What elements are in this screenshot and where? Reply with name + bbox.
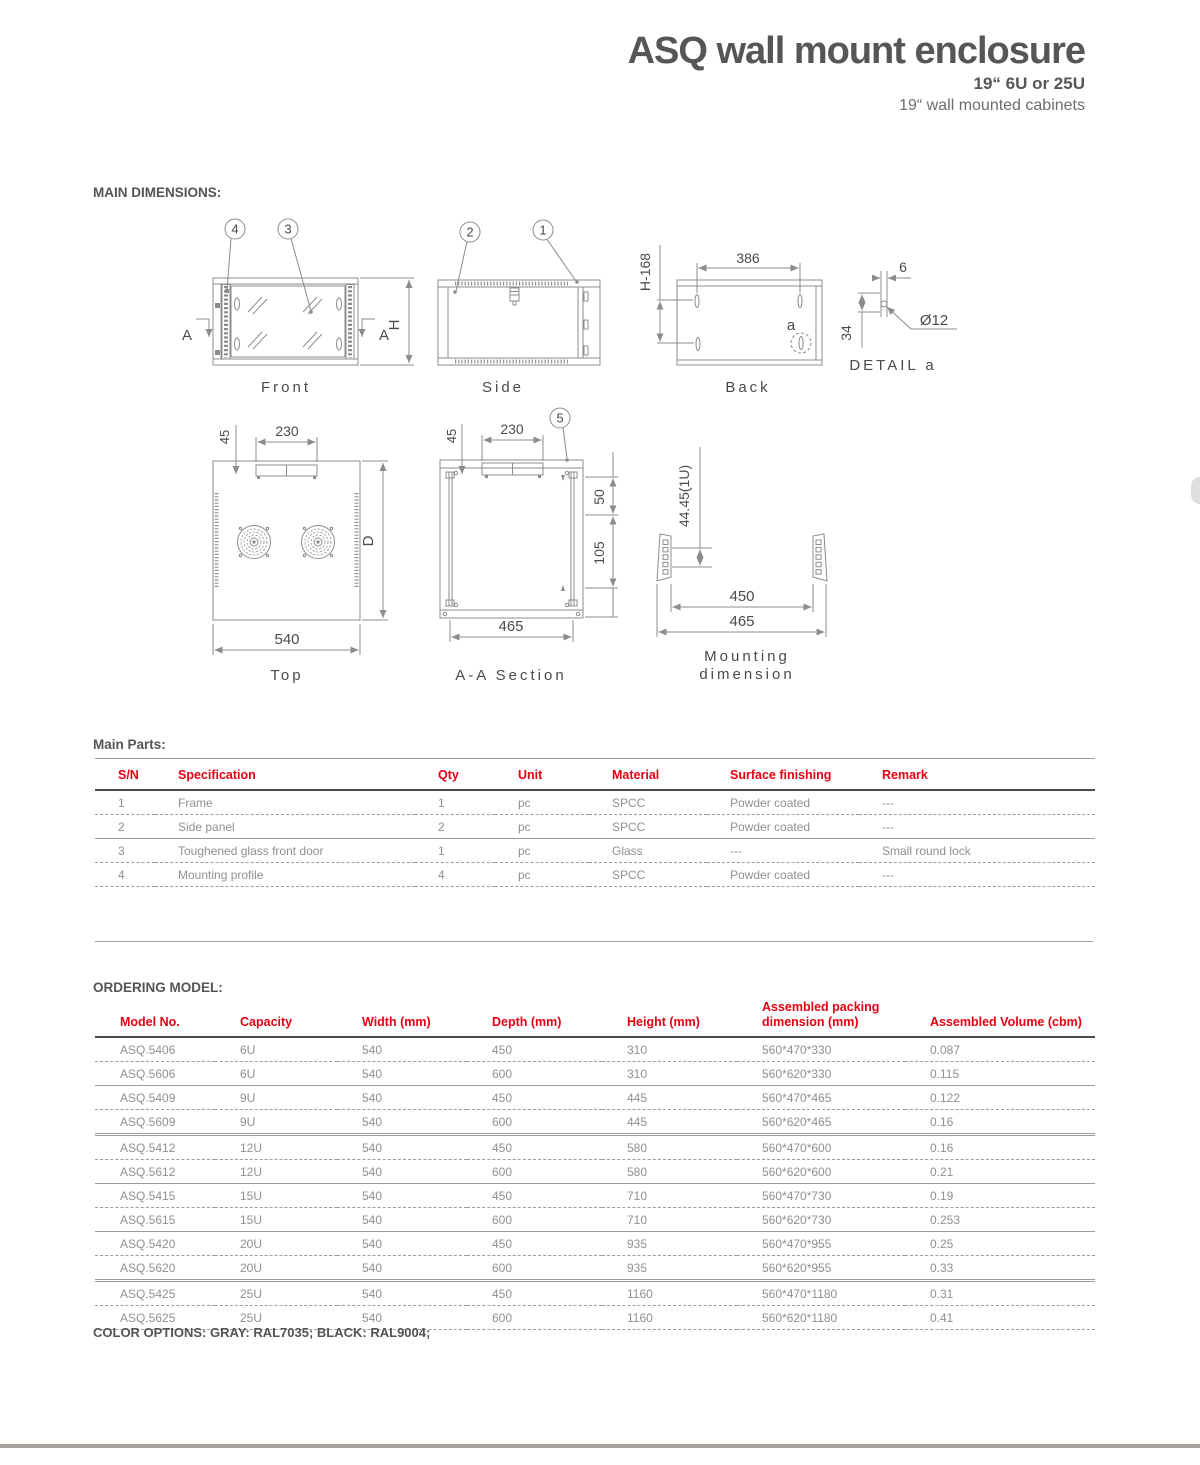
table-cell: 0.33: [905, 1256, 1095, 1281]
table-cell: 560*620*730: [737, 1208, 905, 1232]
dim-540-text: 540: [274, 631, 300, 648]
table-cell: 450: [467, 1184, 602, 1208]
table-cell: 20U: [215, 1256, 337, 1281]
table-cell: ASQ.5615: [95, 1208, 215, 1232]
table-cell: 450: [467, 1086, 602, 1110]
table-cell: Powder coated: [707, 815, 859, 839]
column-header: S/N: [118, 768, 139, 782]
table-cell: SPCC: [589, 863, 707, 887]
table-cell: 600: [467, 1208, 602, 1232]
back-view-label: Back: [725, 379, 771, 396]
column-header: Assembled packing dimension (mm): [762, 1000, 880, 1029]
balloon-2: [453, 222, 480, 294]
table-cell: SPCC: [589, 815, 707, 839]
table-cell: 6U: [215, 1062, 337, 1086]
mounting-bracket-right: [813, 534, 827, 581]
mounting-label-line2: dimension: [699, 666, 795, 683]
dimension-34: [838, 293, 880, 348]
dimension-6: [873, 259, 911, 278]
table-cell: 1: [415, 790, 495, 815]
column-header: Qty: [438, 768, 459, 782]
table-cell: 310: [602, 1037, 737, 1062]
table-cell: 0.115: [905, 1062, 1095, 1086]
top-view-drawing: [213, 423, 388, 684]
dimension-540: [213, 624, 360, 655]
table-cell: Toughened glass front door: [155, 839, 415, 863]
table-cell: 560*620*955: [737, 1256, 905, 1281]
dim-h168-text: H-168: [637, 252, 653, 292]
table-cell: Small round lock: [859, 839, 1095, 863]
dim-465-text: 465: [729, 613, 755, 630]
fan-cutout-right: [302, 526, 335, 559]
footer-bar: [0, 1444, 1200, 1448]
table-cell: pc: [495, 790, 589, 815]
handle-icon: [337, 338, 342, 350]
page-subtitle: 19“ 6U or 25U: [973, 74, 1085, 93]
table-row: [95, 1110, 1095, 1135]
section-letter: A: [378, 327, 390, 344]
table-row: [95, 839, 1095, 863]
table-cell: 540: [337, 1062, 467, 1086]
glass-hatch-marks: [248, 297, 322, 349]
table-cell: 935: [602, 1232, 737, 1256]
handle-icon: [337, 298, 342, 310]
column-header: Height (mm): [627, 1015, 700, 1029]
table-cell: ASQ.5606: [95, 1062, 215, 1086]
table-cell: 540: [337, 1037, 467, 1062]
fan-cutout-left: [238, 526, 271, 559]
table-cell: 20U: [215, 1232, 337, 1256]
table-cell: 560*470*1180: [737, 1281, 905, 1306]
column-header: Width (mm): [362, 1015, 431, 1029]
column-header: Material: [612, 768, 660, 782]
side-view-label: Side: [481, 379, 525, 396]
table-cell: pc: [495, 863, 589, 887]
table-cell: 560*620*600: [737, 1160, 905, 1184]
main-parts-table: [95, 758, 1095, 887]
table-cell: ---: [859, 790, 1095, 815]
table-cell: 450: [467, 1135, 602, 1160]
table-cell: 560*470*600: [737, 1135, 905, 1160]
table-cell: 560*620*1180: [737, 1306, 905, 1330]
table-row: [95, 1232, 1095, 1256]
dimension-386: [697, 250, 800, 293]
table-cell: 600: [467, 1160, 602, 1184]
table-cell: 2: [95, 815, 155, 839]
dim-d-text: D: [360, 535, 377, 547]
table-cell: ASQ.5609: [95, 1110, 215, 1135]
balloon-4-number: 4: [231, 221, 239, 237]
table-row: [95, 1086, 1095, 1110]
table-cell: 1: [95, 790, 155, 815]
table-cell: 0.41: [905, 1306, 1095, 1330]
balloon-3-number: 3: [284, 221, 292, 237]
table-cell: 540: [337, 1281, 467, 1306]
table-cell: 0.25: [905, 1232, 1095, 1256]
mounting-bracket-left: [657, 534, 671, 581]
dim-45-text: 45: [444, 428, 459, 444]
table-cell: 12U: [215, 1160, 337, 1184]
table-cell: 9U: [215, 1086, 337, 1110]
table-row: [95, 1037, 1095, 1062]
dimension-h168: [637, 245, 694, 343]
section-marker-a-left: [182, 319, 209, 344]
main-parts-label: Main Parts:: [93, 737, 166, 752]
table-cell: 600: [467, 1256, 602, 1281]
aa-section-label: A-A Section: [455, 667, 567, 684]
dimension-465-aa: [450, 618, 573, 642]
table-cell: 600: [467, 1062, 602, 1086]
balloon-5-number: 5: [556, 410, 564, 426]
table-cell: 445: [602, 1110, 737, 1135]
dim-465-text: 465: [498, 618, 524, 635]
table-cell: 0.19: [905, 1184, 1095, 1208]
balloon-2-number: 2: [466, 224, 474, 240]
table-row: [95, 863, 1095, 887]
ordering-model-table: [95, 1000, 1095, 1330]
detail-a-drawing: [838, 259, 957, 374]
table-cell: 540: [337, 1086, 467, 1110]
technical-drawings: [0, 200, 1200, 700]
table-cell: pc: [495, 839, 589, 863]
table-cell: ASQ.5620: [95, 1256, 215, 1281]
table-cell: 3: [95, 839, 155, 863]
table-cell: ASQ.5625: [95, 1306, 215, 1330]
table-cell: 0.16: [905, 1135, 1095, 1160]
table-cell: 25U: [215, 1281, 337, 1306]
dimension-d: [360, 461, 388, 620]
table-cell: 600: [467, 1306, 602, 1330]
page-title: ASQ wall mount enclosure: [627, 30, 1085, 72]
table-cell: pc: [495, 815, 589, 839]
table-cell: 540: [337, 1184, 467, 1208]
dimension-50: [585, 452, 618, 515]
table-cell: 540: [337, 1110, 467, 1135]
table-cell: 540: [337, 1208, 467, 1232]
balloon-1: [533, 220, 579, 284]
table-row: [95, 1160, 1095, 1184]
table-cell: 540: [337, 1256, 467, 1281]
title-block: [628, 30, 1085, 115]
front-view-label: Front: [260, 379, 312, 396]
table-cell: 0.122: [905, 1086, 1095, 1110]
table-cell: 560*470*330: [737, 1037, 905, 1062]
table-cell: 310: [602, 1062, 737, 1086]
table-row: [95, 1135, 1095, 1160]
table-cell: 560*620*330: [737, 1062, 905, 1086]
table-cell: 540: [337, 1232, 467, 1256]
dimension-1u: [672, 447, 712, 567]
table-cell: 4: [415, 863, 495, 887]
table-cell: ASQ.5409: [95, 1086, 215, 1110]
table-cell: 450: [467, 1281, 602, 1306]
section-divider: [95, 941, 1093, 942]
color-options-note: COLOR OPTIONS: GRAY: RAL7035; BLACK: RAL9004;: [93, 1325, 431, 1340]
detail-a-marker: [787, 317, 811, 353]
main-dimensions-label: MAIN DIMENSIONS:: [93, 185, 222, 200]
keyhole-slot: [798, 295, 802, 308]
side-view-drawing: [438, 220, 600, 396]
table-cell: 9U: [215, 1110, 337, 1135]
mounting-dimension-drawing: [657, 447, 827, 683]
table-cell: ASQ.5420: [95, 1232, 215, 1256]
mounting-label-line1: Mounting: [704, 648, 790, 665]
table-cell: 540: [337, 1135, 467, 1160]
dimension-230-top: [256, 423, 317, 462]
table-cell: Frame: [155, 790, 415, 815]
dim-d12-text: Ø12: [919, 312, 949, 329]
table-cell: ---: [859, 815, 1095, 839]
table-cell: SPCC: [589, 790, 707, 815]
table-row: [95, 1281, 1095, 1306]
balloon-1-number: 1: [539, 222, 547, 238]
table-cell: Powder coated: [707, 790, 859, 815]
table-cell: 6U: [215, 1037, 337, 1062]
table-cell: 600: [467, 1110, 602, 1135]
dimension-d12: [887, 307, 957, 329]
column-header: Specification: [178, 768, 256, 782]
keyhole-slot: [695, 295, 699, 308]
table-cell: 0.31: [905, 1281, 1095, 1306]
dim-50-text: 50: [591, 489, 607, 505]
handle-icon: [235, 298, 240, 310]
detail-a-letter: a: [786, 317, 796, 334]
table-cell: Glass: [589, 839, 707, 863]
dim-6-text: 6: [899, 259, 907, 275]
dimension-450: [671, 584, 813, 612]
table-cell: Powder coated: [707, 863, 859, 887]
table-row: [95, 1062, 1095, 1086]
table-cell: 540: [337, 1306, 467, 1330]
column-header: Assembled Volume (cbm): [930, 1015, 1082, 1029]
section-marker-a-right: [362, 319, 389, 344]
table-cell: 560*470*465: [737, 1086, 905, 1110]
dimension-105: [585, 517, 618, 618]
table-row: [95, 815, 1095, 839]
dimension-h: [360, 278, 414, 365]
table-cell: 450: [467, 1037, 602, 1062]
page-edge-tab: [1191, 477, 1200, 504]
table-cell: 15U: [215, 1184, 337, 1208]
table-cell: 12U: [215, 1135, 337, 1160]
dim-450-text: 450: [729, 588, 755, 605]
table-cell: 1160: [602, 1281, 737, 1306]
table-cell: ---: [859, 863, 1095, 887]
column-header: Remark: [882, 768, 928, 782]
table-cell: ASQ.5412: [95, 1135, 215, 1160]
dim-h-text: H: [386, 319, 403, 331]
table-cell: 560*620*465: [737, 1110, 905, 1135]
table-cell: ASQ.5406: [95, 1037, 215, 1062]
table-cell: 450: [467, 1232, 602, 1256]
dim-1u-text: 44.45(1U): [676, 464, 692, 528]
detail-a-label: DETAIL a: [849, 357, 937, 374]
table-cell: 580: [602, 1135, 737, 1160]
balloon-5: [550, 408, 570, 462]
column-header: Model No.: [120, 1015, 180, 1029]
handle-icon: [235, 338, 240, 350]
table-cell: 1160: [602, 1306, 737, 1330]
table-cell: 580: [602, 1160, 737, 1184]
column-header: Unit: [518, 768, 543, 782]
table-header-row: [95, 759, 1095, 791]
table-header-row: [95, 1000, 1095, 1037]
table-cell: Mounting profile: [155, 863, 415, 887]
dim-230-text: 230: [500, 421, 524, 437]
aa-section-drawing: [440, 408, 618, 684]
ordering-model-label: ORDERING MODEL:: [93, 980, 223, 995]
dimension-45-aa: [444, 424, 462, 474]
dim-386-text: 386: [736, 250, 760, 266]
table-row: [95, 1208, 1095, 1232]
section-letter: A: [181, 327, 193, 344]
back-view-drawing: [637, 245, 822, 396]
dimension-230-aa: [482, 421, 543, 461]
front-view-drawing: [182, 219, 414, 396]
table-cell: 445: [602, 1086, 737, 1110]
table-cell: 0.253: [905, 1208, 1095, 1232]
table-cell: 4: [95, 863, 155, 887]
table-cell: ASQ.5612: [95, 1160, 215, 1184]
table-cell: 710: [602, 1208, 737, 1232]
table-cell: 935: [602, 1256, 737, 1281]
table-row: [95, 1184, 1095, 1208]
page-subtitle-2: 19“ wall mounted cabinets: [899, 97, 1085, 114]
column-header: Depth (mm): [492, 1015, 562, 1029]
table-cell: ---: [707, 839, 859, 863]
keyhole-slot: [696, 338, 700, 351]
table-cell: 0.087: [905, 1037, 1095, 1062]
table-cell: Side panel: [155, 815, 415, 839]
dimension-45-top: [217, 425, 236, 474]
latch-icon: [510, 288, 519, 305]
table-row: [95, 790, 1095, 815]
table-row: [95, 1256, 1095, 1281]
dim-230-text: 230: [275, 423, 299, 439]
balloon-4: [225, 219, 245, 293]
table-cell: 560*470*730: [737, 1184, 905, 1208]
table-cell: 15U: [215, 1208, 337, 1232]
table-cell: 1: [415, 839, 495, 863]
table-cell: 560*470*955: [737, 1232, 905, 1256]
table-cell: 540: [337, 1160, 467, 1184]
balloon-3: [278, 219, 313, 314]
table-cell: 0.16: [905, 1110, 1095, 1135]
table-cell: 0.21: [905, 1160, 1095, 1184]
table-cell: ASQ.5425: [95, 1281, 215, 1306]
table-cell: 710: [602, 1184, 737, 1208]
dim-105-text: 105: [591, 541, 607, 565]
top-view-label: Top: [270, 667, 304, 684]
table-cell: 25U: [215, 1306, 337, 1330]
dim-45-text: 45: [217, 429, 232, 445]
column-header: Capacity: [240, 1015, 293, 1029]
table-cell: 2: [415, 815, 495, 839]
dim-34-text: 34: [838, 325, 854, 341]
column-header: Surface finishing: [730, 768, 832, 782]
table-cell: ASQ.5415: [95, 1184, 215, 1208]
